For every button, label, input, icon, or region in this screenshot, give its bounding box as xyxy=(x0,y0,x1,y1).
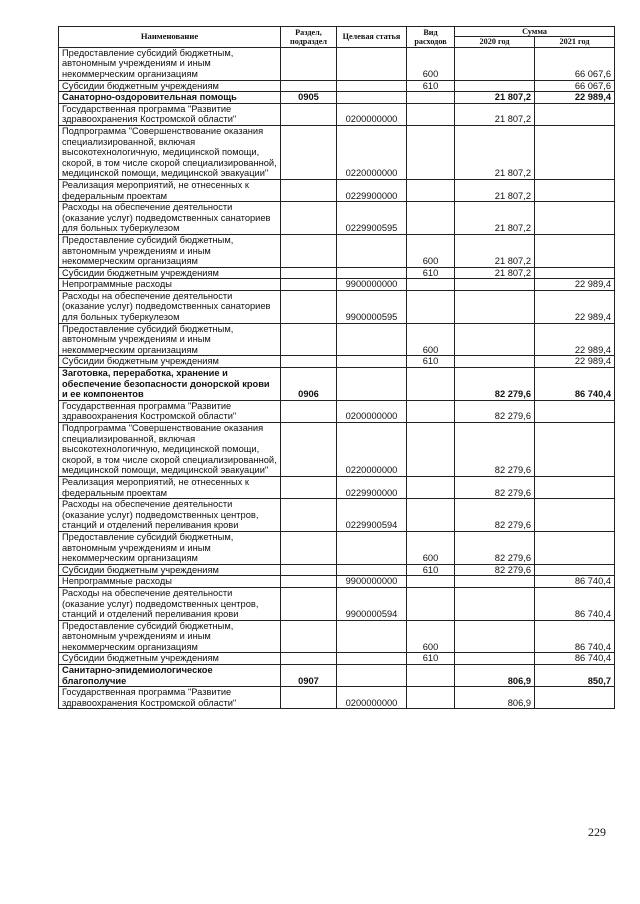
row-target xyxy=(337,267,407,279)
row-kind xyxy=(407,687,455,709)
row-section xyxy=(281,576,337,588)
row-section xyxy=(281,620,337,653)
row-section xyxy=(281,687,337,709)
row-section xyxy=(281,290,337,323)
table-row xyxy=(59,476,615,498)
table-row xyxy=(59,290,615,323)
row-amount-2020 xyxy=(455,279,535,291)
table-row xyxy=(59,125,615,179)
header-name: Наименование xyxy=(59,27,281,48)
row-amount-2020: 82 279,6 xyxy=(455,531,535,564)
row-name: Расходы на обеспечение деятельности (оказание услуг) подведомственных центров, станций и отделений переливания крови xyxy=(59,587,281,620)
row-amount-2021 xyxy=(535,400,615,422)
row-target: 9900000000 xyxy=(337,279,407,291)
row-amount-2020: 21 807,2 xyxy=(455,234,535,267)
row-target xyxy=(337,665,407,687)
table-row xyxy=(59,202,615,235)
row-amount-2021: 66 067,6 xyxy=(535,80,615,92)
row-kind xyxy=(407,202,455,235)
row-target: 0200000000 xyxy=(337,103,407,125)
table-row xyxy=(59,279,615,291)
row-amount-2021: 86 740,4 xyxy=(535,576,615,588)
row-amount-2021 xyxy=(535,499,615,532)
row-section xyxy=(281,202,337,235)
row-amount-2020 xyxy=(455,356,535,368)
header-kind: Вид расходов xyxy=(407,27,455,48)
table-row xyxy=(59,323,615,356)
row-amount-2020: 82 279,6 xyxy=(455,499,535,532)
row-section xyxy=(281,531,337,564)
row-amount-2021 xyxy=(535,179,615,201)
row-name: Государственная программа "Развитие здравоохранения Костромской области" xyxy=(59,103,281,125)
row-section xyxy=(281,653,337,665)
row-section: 0907 xyxy=(281,665,337,687)
row-amount-2020: 82 279,6 xyxy=(455,423,535,477)
row-kind: 610 xyxy=(407,653,455,665)
row-target: 0229900000 xyxy=(337,179,407,201)
table-row xyxy=(59,576,615,588)
row-amount-2020: 21 807,2 xyxy=(455,179,535,201)
row-kind: 610 xyxy=(407,356,455,368)
row-amount-2020: 82 279,6 xyxy=(455,564,535,576)
row-amount-2020 xyxy=(455,323,535,356)
header-year-2021: 2021 год xyxy=(535,37,615,47)
row-target: 0200000000 xyxy=(337,687,407,709)
row-amount-2021 xyxy=(535,202,615,235)
row-amount-2020 xyxy=(455,80,535,92)
table-row xyxy=(59,234,615,267)
page-number: 229 xyxy=(588,825,606,839)
row-amount-2021 xyxy=(535,687,615,709)
row-amount-2021 xyxy=(535,531,615,564)
row-kind xyxy=(407,103,455,125)
row-kind xyxy=(407,368,455,401)
row-kind xyxy=(407,179,455,201)
row-kind: 610 xyxy=(407,267,455,279)
row-target: 0229900000 xyxy=(337,476,407,498)
row-section xyxy=(281,587,337,620)
table-row xyxy=(59,92,615,104)
table-body xyxy=(59,47,615,709)
table-row xyxy=(59,653,615,665)
row-target: 0229900594 xyxy=(337,499,407,532)
row-name: Предоставление субсидий бюджетным, автономным учреждениям и иным некоммерческим организациям xyxy=(59,620,281,653)
table-row xyxy=(59,687,615,709)
row-name: Реализация мероприятий, не отнесенных к федеральным проектам xyxy=(59,179,281,201)
row-amount-2021: 22 989,4 xyxy=(535,279,615,291)
row-section xyxy=(281,476,337,498)
row-section xyxy=(281,125,337,179)
row-name: Субсидии бюджетным учреждениям xyxy=(59,267,281,279)
row-amount-2021 xyxy=(535,103,615,125)
row-name: Субсидии бюджетным учреждениям xyxy=(59,356,281,368)
row-section xyxy=(281,279,337,291)
row-target xyxy=(337,323,407,356)
row-kind: 600 xyxy=(407,531,455,564)
row-kind xyxy=(407,125,455,179)
row-name: Расходы на обеспечение деятельности (оказание услуг) подведомственных центров, станций и отделений переливания крови xyxy=(59,499,281,532)
row-amount-2020: 82 279,6 xyxy=(455,368,535,401)
row-amount-2021: 850,7 xyxy=(535,665,615,687)
row-section: 0906 xyxy=(281,368,337,401)
row-kind xyxy=(407,499,455,532)
row-kind xyxy=(407,665,455,687)
budget-table xyxy=(58,26,615,709)
table-row xyxy=(59,356,615,368)
row-amount-2021: 86 740,4 xyxy=(535,620,615,653)
row-name: Субсидии бюджетным учреждениям xyxy=(59,653,281,665)
row-amount-2020 xyxy=(455,653,535,665)
row-name: Субсидии бюджетным учреждениям xyxy=(59,564,281,576)
row-name: Расходы на обеспечение деятельности (оказание услуг) подведомственных санаториев для больных туберкулезом xyxy=(59,290,281,323)
row-target xyxy=(337,531,407,564)
row-kind: 600 xyxy=(407,47,455,80)
row-amount-2020: 21 807,2 xyxy=(455,125,535,179)
row-amount-2021 xyxy=(535,564,615,576)
row-amount-2021 xyxy=(535,423,615,477)
row-section xyxy=(281,423,337,477)
row-target: 0220000000 xyxy=(337,423,407,477)
row-kind xyxy=(407,279,455,291)
row-section xyxy=(281,267,337,279)
table-row xyxy=(59,499,615,532)
row-amount-2021: 66 067,6 xyxy=(535,47,615,80)
row-amount-2020 xyxy=(455,47,535,80)
row-amount-2021: 86 740,4 xyxy=(535,368,615,401)
row-target: 0220000000 xyxy=(337,125,407,179)
table-row xyxy=(59,531,615,564)
table-row xyxy=(59,47,615,80)
row-kind xyxy=(407,587,455,620)
row-amount-2020: 21 807,2 xyxy=(455,202,535,235)
row-kind: 610 xyxy=(407,564,455,576)
header-sum: Сумма xyxy=(455,27,615,37)
row-target xyxy=(337,620,407,653)
row-section xyxy=(281,234,337,267)
row-name: Санитарно-эпидемиологическое благополучие xyxy=(59,665,281,687)
row-target: 9900000595 xyxy=(337,290,407,323)
row-section xyxy=(281,80,337,92)
row-amount-2020: 82 279,6 xyxy=(455,476,535,498)
row-section: 0905 xyxy=(281,92,337,104)
row-name: Расходы на обеспечение деятельности (оказание услуг) подведомственных санаториев для больных туберкулезом xyxy=(59,202,281,235)
row-name: Предоставление субсидий бюджетным, автономным учреждениям и иным некоммерческим организациям xyxy=(59,323,281,356)
row-target xyxy=(337,80,407,92)
table-row xyxy=(59,267,615,279)
row-amount-2021: 22 989,4 xyxy=(535,323,615,356)
row-section xyxy=(281,400,337,422)
header-section: Раздел, подраздел xyxy=(281,27,337,48)
row-name: Государственная программа "Развитие здравоохранения Костромской области" xyxy=(59,687,281,709)
row-target xyxy=(337,356,407,368)
row-amount-2021: 86 740,4 xyxy=(535,587,615,620)
row-target xyxy=(337,92,407,104)
row-name: Предоставление субсидий бюджетным, автономным учреждениям и иным некоммерческим организациям xyxy=(59,531,281,564)
table-row xyxy=(59,587,615,620)
row-amount-2020: 806,9 xyxy=(455,687,535,709)
row-kind xyxy=(407,476,455,498)
row-target xyxy=(337,653,407,665)
row-kind xyxy=(407,400,455,422)
row-amount-2021 xyxy=(535,476,615,498)
row-name: Непрограммные расходы xyxy=(59,576,281,588)
row-target xyxy=(337,234,407,267)
row-amount-2021: 86 740,4 xyxy=(535,653,615,665)
row-amount-2021 xyxy=(535,267,615,279)
row-amount-2020: 21 807,2 xyxy=(455,92,535,104)
row-target xyxy=(337,564,407,576)
row-target: 0200000000 xyxy=(337,400,407,422)
table-row xyxy=(59,564,615,576)
row-target: 9900000594 xyxy=(337,587,407,620)
row-amount-2021 xyxy=(535,125,615,179)
row-target xyxy=(337,47,407,80)
row-amount-2020: 21 807,2 xyxy=(455,267,535,279)
row-section xyxy=(281,323,337,356)
row-kind: 600 xyxy=(407,620,455,653)
row-kind xyxy=(407,290,455,323)
row-kind xyxy=(407,423,455,477)
row-kind: 610 xyxy=(407,80,455,92)
row-name: Предоставление субсидий бюджетным, автономным учреждениям и иным некоммерческим организациям xyxy=(59,47,281,80)
table-row xyxy=(59,400,615,422)
table-row xyxy=(59,423,615,477)
row-target: 9900000000 xyxy=(337,576,407,588)
table-row xyxy=(59,179,615,201)
row-kind xyxy=(407,576,455,588)
row-section xyxy=(281,179,337,201)
row-kind: 600 xyxy=(407,323,455,356)
table-row xyxy=(59,620,615,653)
row-amount-2021: 22 989,4 xyxy=(535,356,615,368)
table-row xyxy=(59,665,615,687)
row-kind: 600 xyxy=(407,234,455,267)
row-amount-2021: 22 989,4 xyxy=(535,92,615,104)
row-section xyxy=(281,356,337,368)
row-target xyxy=(337,368,407,401)
row-amount-2020 xyxy=(455,290,535,323)
row-amount-2020: 21 807,2 xyxy=(455,103,535,125)
row-kind xyxy=(407,92,455,104)
table-row xyxy=(59,80,615,92)
row-section xyxy=(281,103,337,125)
row-amount-2020: 806,9 xyxy=(455,665,535,687)
row-section xyxy=(281,499,337,532)
row-amount-2021 xyxy=(535,234,615,267)
row-amount-2021: 22 989,4 xyxy=(535,290,615,323)
row-name: Реализация мероприятий, не отнесенных к федеральным проектам xyxy=(59,476,281,498)
table-row xyxy=(59,103,615,125)
table-row xyxy=(59,368,615,401)
row-section xyxy=(281,564,337,576)
header-year-2020: 2020 год xyxy=(455,37,535,47)
row-name: Непрограммные расходы xyxy=(59,279,281,291)
row-name: Заготовка, переработка, хранение и обеспечение безопасности донорской крови и ее компонентов xyxy=(59,368,281,401)
row-section xyxy=(281,47,337,80)
header-target: Целевая статья xyxy=(337,27,407,48)
row-amount-2020 xyxy=(455,576,535,588)
row-amount-2020 xyxy=(455,587,535,620)
row-name: Подпрограмма "Совершенствование оказания специализированной, включая высокотехнологичную, медицинской помощи, скорой, в том числе скорой специализированной, медицинской помощи, медицинской эвакуации" xyxy=(59,125,281,179)
row-name: Государственная программа "Развитие здравоохранения Костромской области" xyxy=(59,400,281,422)
row-name: Предоставление субсидий бюджетным, автономным учреждениям и иным некоммерческим организациям xyxy=(59,234,281,267)
row-name: Подпрограмма "Совершенствование оказания специализированной, включая высокотехнологичную, медицинской помощи, скорой, в том числе скорой специализированной, медицинской помощи, медицинской эвакуации" xyxy=(59,423,281,477)
row-amount-2020: 82 279,6 xyxy=(455,400,535,422)
row-name: Субсидии бюджетным учреждениям xyxy=(59,80,281,92)
row-target: 0229900595 xyxy=(337,202,407,235)
row-name: Санаторно-оздоровительная помощь xyxy=(59,92,281,104)
row-amount-2020 xyxy=(455,620,535,653)
